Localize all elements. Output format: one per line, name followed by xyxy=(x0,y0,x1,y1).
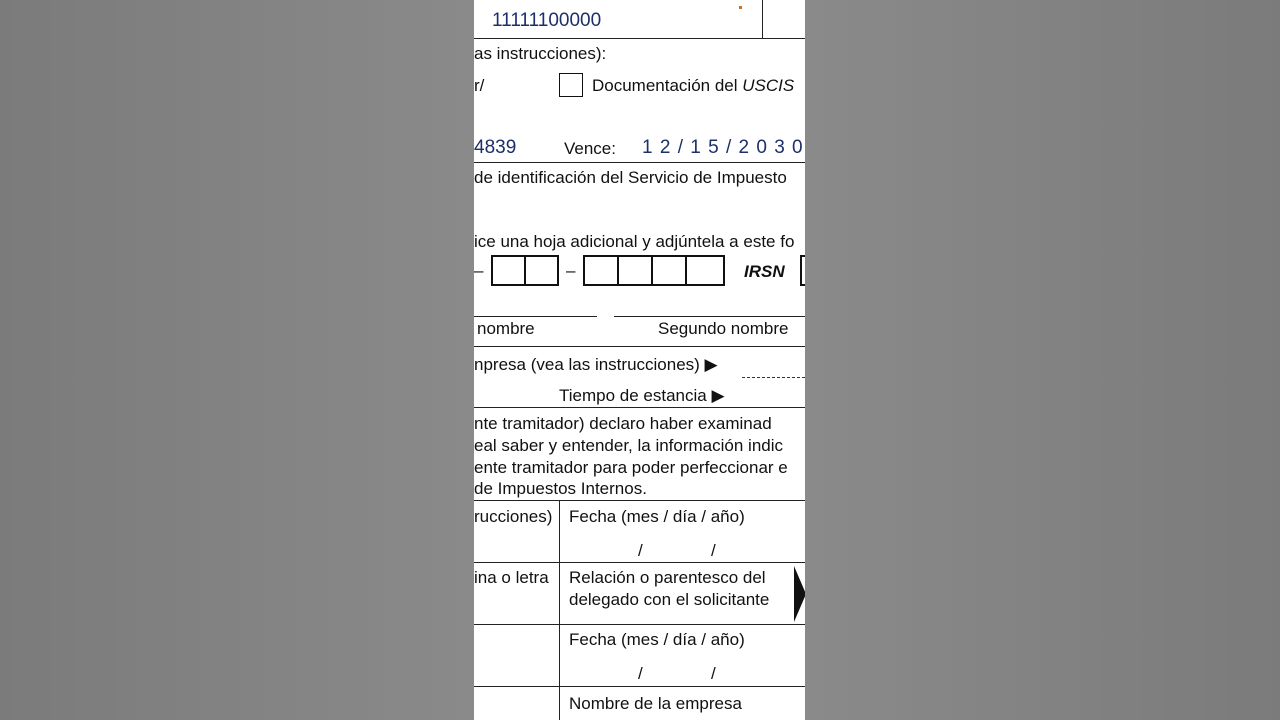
declaration-line-1: nte tramitador) declaro haber examinad xyxy=(474,414,772,433)
arrow-marker-icon xyxy=(792,566,805,622)
irsn-box[interactable] xyxy=(800,255,805,286)
tax-form-page xyxy=(474,0,805,720)
id-digit-box[interactable] xyxy=(685,255,725,286)
option-text: r/ xyxy=(474,76,485,95)
date-slash: / xyxy=(711,664,716,683)
company-field-line[interactable] xyxy=(742,377,805,378)
right-background xyxy=(805,0,1280,720)
uscis-checkbox[interactable] xyxy=(559,73,583,97)
letter-label: ina o letra xyxy=(474,568,549,587)
rule xyxy=(474,686,805,687)
id-digit-box[interactable] xyxy=(491,255,526,286)
company-name-label: Nombre de la empresa xyxy=(569,694,742,713)
rule xyxy=(474,162,805,163)
extra-sheet-text: ice una hoja adicional y adjúntela a este fo xyxy=(474,232,795,251)
instructions-text: as instrucciones): xyxy=(474,44,607,63)
middle-name-label: Segundo nombre xyxy=(658,319,789,338)
id-digit-box[interactable] xyxy=(617,255,653,286)
irs-id-text: de identificación del Servicio de Impuesto xyxy=(474,168,787,187)
top-divider xyxy=(762,0,763,38)
dash: – xyxy=(566,261,576,280)
table-divider xyxy=(559,500,560,720)
date-label-2: Fecha (mes / día / año) xyxy=(569,630,745,649)
relation-label-line-2: delegado con el solicitante xyxy=(569,590,770,609)
expires-label: Vence: xyxy=(564,139,616,158)
id-digit-box[interactable] xyxy=(583,255,619,286)
date-label: Fecha (mes / día / año) xyxy=(569,507,745,526)
irsn-label: IRSN xyxy=(744,262,785,281)
id-digit-box[interactable] xyxy=(651,255,687,286)
dash: – xyxy=(474,261,484,280)
rule xyxy=(474,346,805,347)
orange-mark xyxy=(739,6,742,9)
expires-value[interactable]: 1 2 / 1 5 / 2 0 3 0 xyxy=(642,137,804,158)
company-label: npresa (vea las instrucciones) ▶ xyxy=(474,355,718,374)
rule xyxy=(474,407,805,408)
rule xyxy=(474,624,805,625)
stay-label: Tiempo de estancia ▶ xyxy=(559,386,725,405)
rule xyxy=(474,316,597,317)
relation-label-line-1: Relación o parentesco del xyxy=(569,568,766,587)
top-number-value: 11111100000 xyxy=(492,10,602,31)
date-slash: / xyxy=(638,541,643,560)
date-slash: / xyxy=(711,541,716,560)
rule xyxy=(474,38,805,39)
first-name-label: nombre xyxy=(477,319,535,338)
document-number-value: 4839 xyxy=(474,137,517,158)
date-slash: / xyxy=(638,664,643,683)
left-background xyxy=(0,0,474,720)
declaration-line-3: ente tramitador para poder perfeccionar e xyxy=(474,458,788,477)
uscis-label: Documentación del USCIS xyxy=(592,76,795,95)
declaration-line-2: eal saber y entender, la información indic xyxy=(474,436,784,455)
rule xyxy=(474,562,805,563)
declaration-line-4: de Impuestos Internos. xyxy=(474,479,647,498)
rule xyxy=(474,500,805,501)
signature-label: rucciones) xyxy=(474,507,553,526)
id-digit-box[interactable] xyxy=(524,255,559,286)
rule xyxy=(614,316,805,317)
